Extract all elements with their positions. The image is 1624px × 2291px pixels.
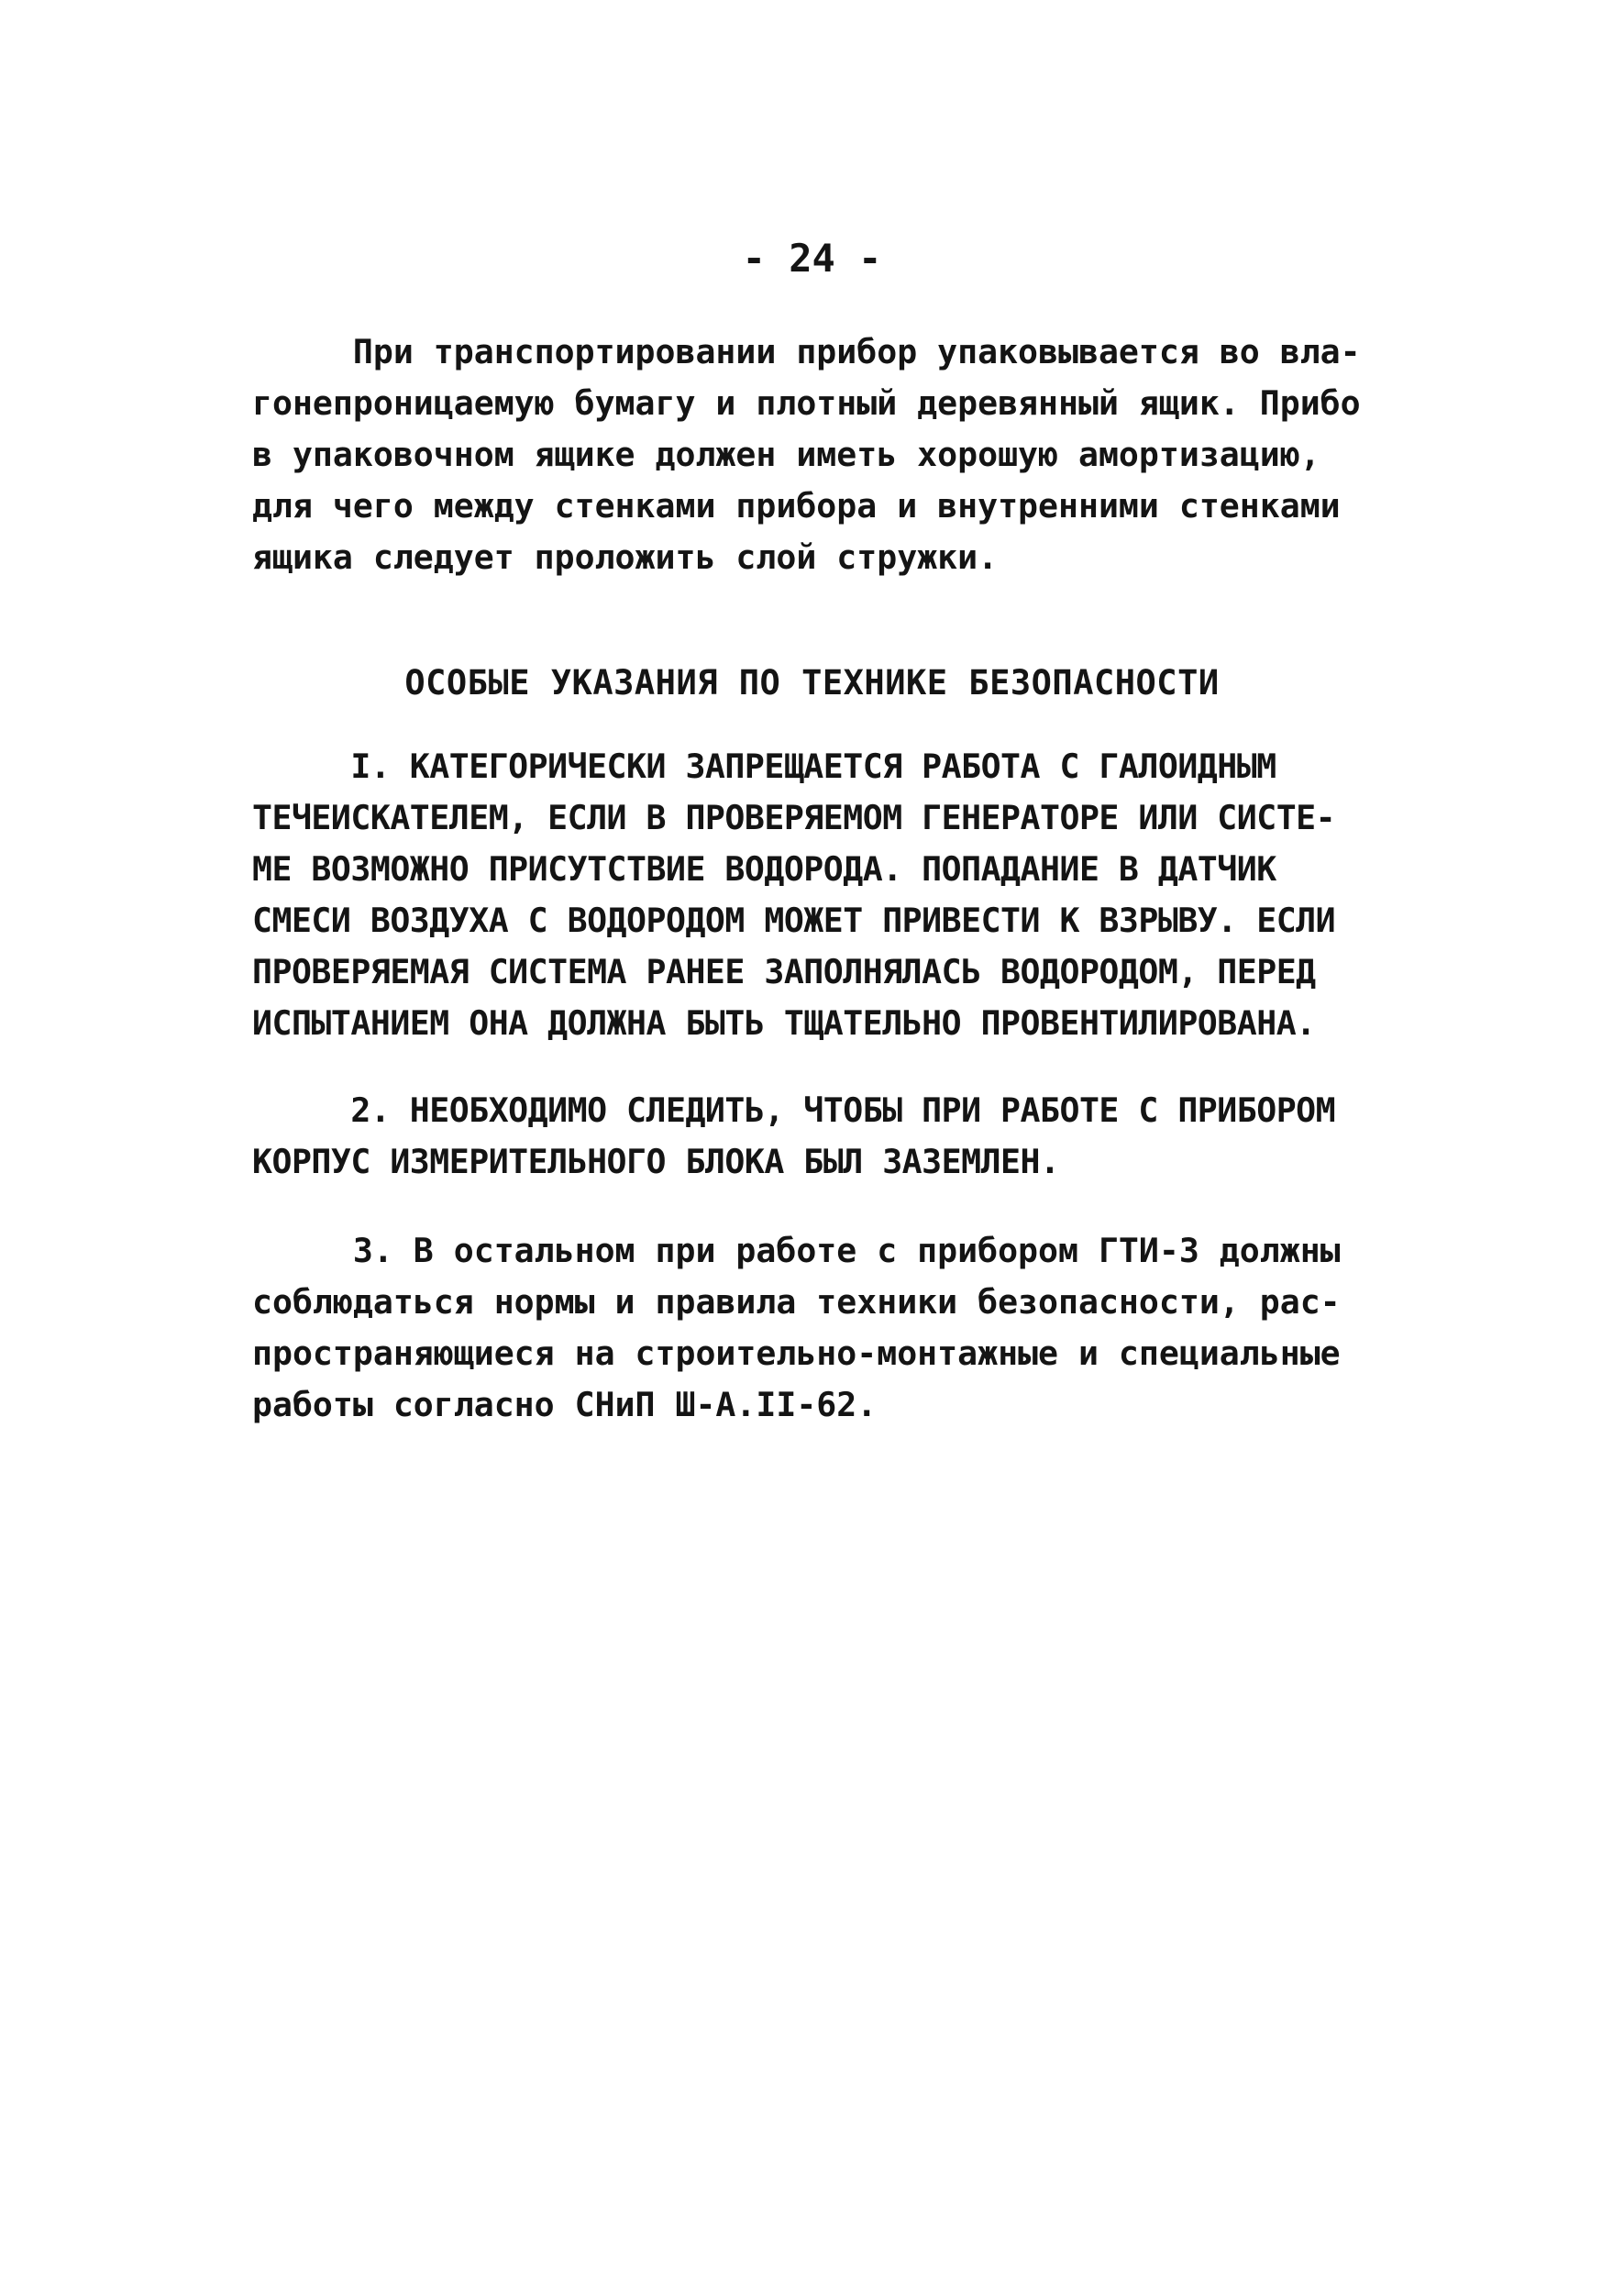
text-line: для чего между стенками прибора и внутренними стенками: [252, 486, 1341, 526]
text-line: I. КАТЕГОРИЧЕСКИ ЗАПРЕЩАЕТСЯ РАБОТА С ГАЛОИДНЫМ: [252, 747, 1276, 786]
text-line: пространяющиеся на строительно-монтажные и специальные: [252, 1334, 1341, 1373]
text-line: МЕ ВОЗМОЖНО ПРИСУТСТВИЕ ВОДОРОДА. ПОПАДАНИЕ В ДАТЧИК: [252, 849, 1276, 889]
text-line: КОРПУС ИЗМЕРИТЕЛЬНОГО БЛОКА БЫЛ ЗАЗЕМЛЕН.: [252, 1142, 1060, 1181]
text-line: ТЕЧЕИСКАТЕЛЕМ, ЕСЛИ В ПРОВЕРЯЕМОМ ГЕНЕРАТОРЕ ИЛИ СИСТЕ-: [252, 798, 1336, 837]
text-line: соблюдаться нормы и правила техники безопасности, рас-: [252, 1282, 1341, 1322]
text-line: ящика следует проложить слой стружки.: [252, 537, 999, 577]
text-line: При транспортировании прибор упаковывается во вла-: [252, 332, 1361, 371]
text-line: 3. В остальном при работе с прибором ГТИ-3 должны: [252, 1231, 1341, 1270]
text-line: ПРОВЕРЯЕМАЯ СИСТЕМА РАНЕЕ ЗАПОЛНЯЛАСЬ ВОДОРОДОМ, ПЕРЕД: [252, 952, 1316, 991]
text-line: СМЕСИ ВОЗДУХА С ВОДОРОДОМ МОЖЕТ ПРИВЕСТИ К ВЗРЫВУ. ЕСЛИ: [252, 901, 1336, 940]
safety-item-2: [252, 1085, 1444, 1188]
transport-paragraph: [252, 326, 1444, 583]
page-number: - 24 -: [742, 236, 882, 281]
text-line: 2. НЕОБХОДИМО СЛЕДИТЬ, ЧТОБЫ ПРИ РАБОТЕ С ПРИБОРОМ: [252, 1090, 1336, 1130]
safety-item-1: [252, 741, 1444, 1049]
text-line: работы согласно СНиП Ш-А.II-62.: [252, 1385, 878, 1424]
text-line: гонепроницаемую бумагу и плотный деревянный ящик. Прибо: [252, 383, 1361, 423]
section-heading: ОСОБЫЕ УКАЗАНИЯ ПО ТЕХНИКЕ БЕЗОПАСНОСТИ: [404, 663, 1220, 703]
text-line: в упаковочном ящике должен иметь хорошую амортизацию,: [252, 435, 1320, 474]
safety-item-3: [252, 1225, 1444, 1431]
text-line: ИСПЫТАНИЕМ ОНА ДОЛЖНА БЫТЬ ТЩАТЕЛЬНО ПРОВЕНТИЛИРОВАНА.: [252, 1003, 1316, 1043]
